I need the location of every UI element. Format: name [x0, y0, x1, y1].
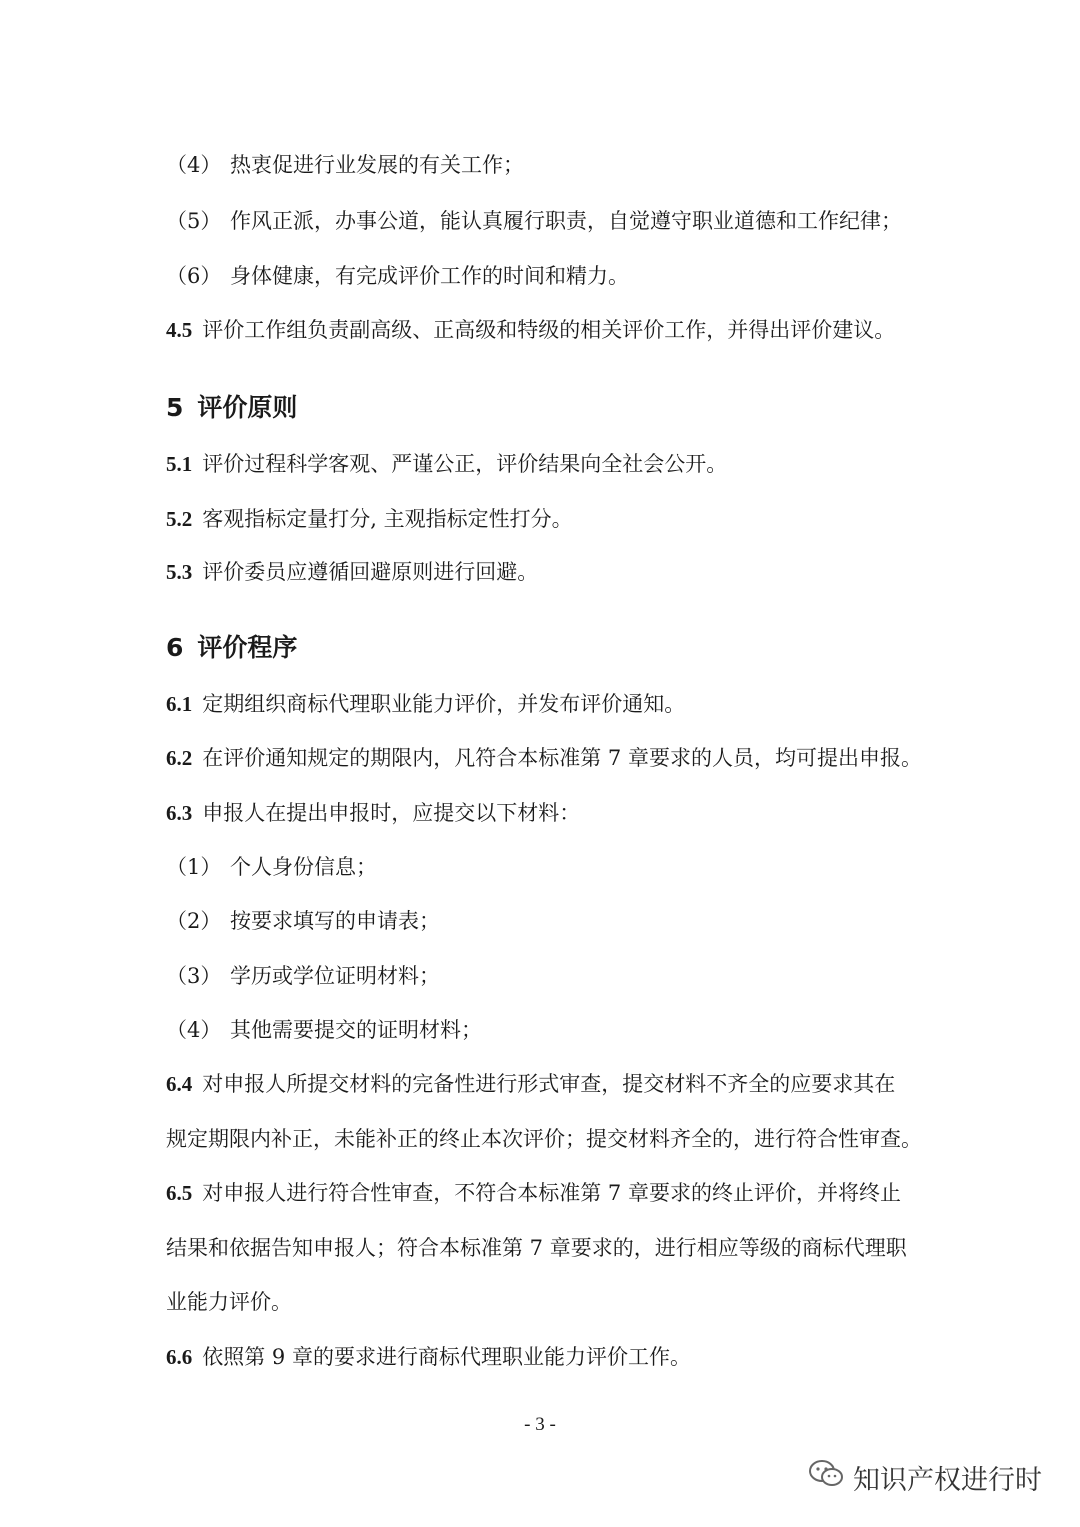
page-number: - 3 - [524, 1414, 556, 1435]
list-item: （4） 热衷促进行业发展的有关工作； [166, 153, 524, 177]
clause-5-1: 5.1 评价过程科学客观、严谨公正，评价结果向全社会公开。 [166, 452, 728, 476]
clause-5-3: 5.3 评价委员应遵循回避原则进行回避。 [166, 560, 539, 584]
wechat-icon [807, 1458, 845, 1497]
clause-6-5-continued: 结果和依据告知申报人；符合本标准第 7 章要求的，进行相应等级的商标代理职 [166, 1236, 907, 1260]
list-item: （2） 按要求填写的申请表； [166, 909, 440, 933]
clause-6-6: 6.6 依照第 9 章的要求进行商标代理职业能力评价工作。 [166, 1345, 691, 1369]
list-item: （4） 其他需要提交的证明材料； [166, 1018, 482, 1042]
list-item: （3） 学历或学位证明材料； [166, 964, 440, 988]
list-item: （1） 个人身份信息； [166, 855, 377, 879]
clause-6-1: 6.1 定期组织商标代理职业能力评价，并发布评价通知。 [166, 692, 686, 716]
clause-6-5: 6.5 对申报人进行符合性审查，不符合本标准第 7 章要求的终止评价，并将终止 [166, 1181, 901, 1205]
clause-6-4-continued: 规定期限内补正，未能补正的终止本次评价；提交材料齐全的，进行符合性审查。 [166, 1127, 922, 1151]
watermark-text: 知识产权进行时 [853, 1465, 1042, 1496]
section-heading-5: 5 评价原则 [166, 393, 298, 422]
clause-5-2: 5.2 客观指标定量打分, 主观指标定性打分。 [166, 507, 573, 531]
clause-6-3: 6.3 申报人在提出申报时，应提交以下材料： [166, 801, 581, 825]
clause-6-2: 6.2 在评价通知规定的期限内，凡符合本标准第 7 章要求的人员，均可提出申报。 [166, 746, 922, 770]
list-item: （5） 作风正派，办事公道，能认真履行职责，自觉遵守职业道德和工作纪律； [166, 209, 902, 233]
section-heading-6: 6 评价程序 [166, 633, 298, 662]
clause-4-5: 4.5 评价工作组负责副高级、正高级和特级的相关评价工作，并得出评价建议。 [166, 318, 896, 342]
clause-6-4: 6.4 对申报人所提交材料的完备性进行形式审查，提交材料不齐全的应要求其在 [166, 1072, 896, 1096]
clause-6-5-continued: 业能力评价。 [166, 1290, 292, 1314]
watermark [807, 1458, 1042, 1497]
list-item: （6） 身体健康，有完成评价工作的时间和精力。 [166, 264, 629, 288]
